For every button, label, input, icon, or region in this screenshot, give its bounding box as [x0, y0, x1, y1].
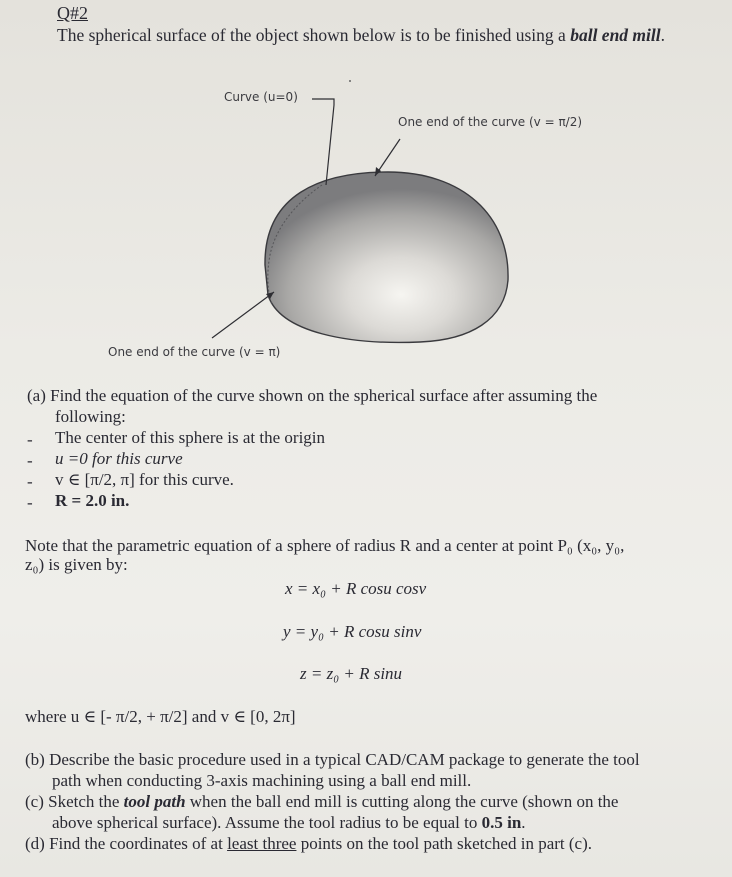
speck — [349, 80, 351, 82]
part-a-item-4: R = 2.0 in. — [55, 491, 130, 510]
label-curve-u0: Curve (u=0) — [224, 90, 298, 104]
parameter-range: where u ∈ [- π/2, + π/2] and v ∈ [0, 2π] — [25, 707, 296, 726]
label-end-bottom: One end of the curve (v = π) — [108, 345, 281, 359]
note-line1: Note that the parametric equation of a sphere of radius R and a center at point P₀ (x₀, y₀, — [25, 536, 625, 555]
part-c-line1: (c) Sketch the tool path when the ball end mill is cutting along the curve (shown on the — [25, 792, 619, 811]
part-c-line2: above spherical surface). Assume the tool radius to be equal to 0.5 in. — [52, 813, 526, 832]
hemisphere-surface — [265, 172, 508, 342]
bullet-dash: - — [27, 493, 33, 512]
part-a-line1: (a) Find the equation of the curve shown on the spherical surface after assuming the — [27, 386, 598, 405]
bullet-dash: - — [27, 472, 33, 491]
bullet-dash: - — [27, 451, 33, 470]
leader-end-bottom — [212, 292, 274, 338]
bullet-dash: - — [27, 430, 33, 449]
equation-z: z = z₀ + R sinu — [300, 664, 403, 683]
equation-x: x = x₀ + R cosu cosv — [285, 579, 427, 598]
hemisphere-figure — [90, 75, 650, 375]
label-end-top: One end of the curve (v = π/2) — [398, 115, 583, 129]
question-number: Q#2 — [57, 3, 88, 23]
part-d-line: (d) Find the coordinates of at least three points on the tool path sketched in part (c). — [25, 834, 592, 853]
leader-curve-u0 — [312, 99, 334, 185]
equation-y: y = y₀ + R cosu sinv — [283, 622, 422, 641]
intro-sentence: The spherical surface of the object shown below is to be finished using a ball end mill. — [57, 25, 666, 45]
part-a-item-2: u =0 for this curve — [55, 449, 183, 468]
part-a-item-3: v ∈ [π/2, π] for this curve. — [55, 470, 234, 489]
part-b-line1: (b) Describe the basic procedure used in a typical CAD/CAM package to generate the tool — [25, 750, 640, 769]
part-b-line2: path when conducting 3-axis machining using a ball end mill. — [52, 771, 472, 790]
part-a-line2: following: — [55, 407, 126, 426]
part-a-item-1: The center of this sphere is at the origin — [55, 428, 326, 447]
note-line2: z₀) is given by: — [25, 555, 128, 574]
